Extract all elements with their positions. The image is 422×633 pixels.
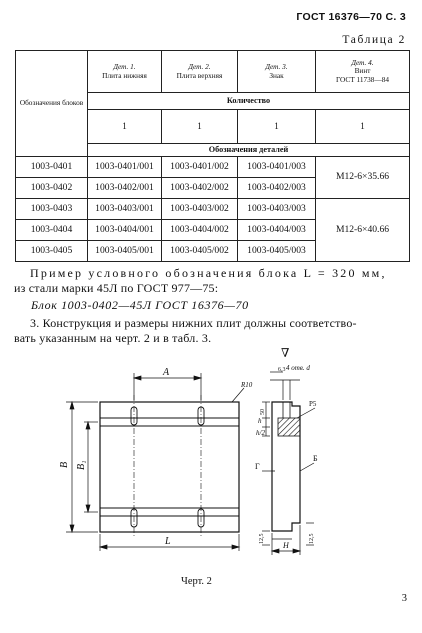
block-cell: 1003-0405	[16, 241, 88, 262]
label-H: H	[283, 541, 289, 550]
part3-cell: 1003-0402/003	[238, 178, 316, 199]
block-cell: 1003-0403	[16, 199, 88, 220]
qty-1: 1	[88, 110, 162, 144]
label-G: Г	[255, 462, 260, 471]
paragraph-3-line-1: 3. Конструкция и размеры нижних плит должны соответство-	[30, 316, 357, 330]
parts-table	[15, 50, 410, 262]
block-cell: 1003-0404	[16, 220, 88, 241]
label-R10: R10	[241, 381, 253, 389]
label-12-5-b: 12,5	[309, 533, 315, 544]
col-part-2: Дет. 2.	[188, 62, 211, 72]
row-header-cell: Обозначения блоков	[16, 51, 88, 157]
part1-cell: 1003-0403/001	[88, 199, 162, 220]
example-line-1: Пример условного обозначения блока L = 320 мм,	[30, 266, 387, 280]
quantity-label: Количество	[88, 93, 410, 110]
part1-cell: 1003-0405/001	[88, 241, 162, 262]
label-L: L	[165, 536, 171, 547]
label-B1: B₁	[76, 460, 87, 470]
part1-cell: 1003-0404/001	[88, 220, 162, 241]
label-h2: h/2	[256, 429, 265, 437]
designation-label: Обозначения деталей	[88, 144, 410, 157]
block-cell: 1003-0402	[16, 178, 88, 199]
paragraph-3-line-2: вать указанным на черт. 2 и в табл. 3.	[14, 331, 212, 345]
qty-2: 1	[162, 110, 238, 144]
col-name-2: Плита верхняя	[176, 70, 223, 80]
part2-cell: 1003-0402/002	[162, 178, 238, 199]
label-4otv: 4 отв. d	[286, 364, 310, 372]
part3-cell: 1003-0401/003	[238, 157, 316, 178]
part3-cell: 1003-0405/003	[238, 241, 316, 262]
screw-cell-1: М12-6×35.66	[316, 157, 410, 199]
part2-cell: 1003-0401/002	[162, 157, 238, 178]
col-name-3: Знак	[269, 70, 284, 80]
col-name-1: Плита нижняя	[102, 70, 147, 80]
col-part-4: Дет. 4.	[351, 58, 374, 68]
label-12-5-a: 12,5	[259, 533, 265, 544]
col-name-4: Винт	[354, 66, 371, 76]
label-Bsec: Б	[313, 454, 318, 463]
table-row	[16, 157, 410, 178]
table-caption: Таблица 2	[342, 34, 406, 46]
surface-finish-symbol: ∇	[281, 346, 290, 360]
part3-cell: 1003-0404/003	[238, 220, 316, 241]
part2-cell: 1003-0405/002	[162, 241, 238, 262]
page-number: 3	[401, 593, 407, 604]
example-line-2: из стали марки 45Л по ГОСТ 977—75:	[14, 281, 219, 295]
screw-cell-2: М12-6×40.66	[316, 199, 410, 262]
label-A: A	[163, 367, 170, 378]
part3-cell: 1003-0403/003	[238, 199, 316, 220]
col-header-1	[88, 51, 162, 93]
col-header-4	[316, 51, 410, 93]
page-header: ГОСТ 16376—70 С. 3	[296, 11, 406, 23]
figure-caption: Черт. 2	[181, 576, 212, 587]
plate-outline	[100, 402, 239, 532]
qty-4: 1	[316, 110, 410, 144]
col-extra-4: ГОСТ 11738—84	[335, 74, 390, 84]
col-part-1: Дет. 1.	[113, 62, 136, 72]
part2-cell: 1003-0403/002	[162, 199, 238, 220]
label-h: h	[258, 417, 262, 425]
qty-3: 1	[238, 110, 316, 144]
table-header-row	[16, 51, 410, 93]
label-B: B	[59, 461, 70, 468]
col-header-2	[162, 51, 238, 93]
col-header-3	[238, 51, 316, 93]
label-6-3: 6,3	[278, 367, 286, 373]
technical-drawing	[0, 345, 422, 577]
example-code: Блок 1003-0402—45Л ГОСТ 16376—70	[31, 298, 249, 312]
col-part-3: Дет. 3.	[265, 62, 288, 72]
label-50: 50	[260, 409, 266, 415]
label-P5: P5	[309, 400, 317, 408]
part2-cell: 1003-0404/002	[162, 220, 238, 241]
part1-cell: 1003-0401/001	[88, 157, 162, 178]
table-row	[16, 199, 410, 220]
part1-cell: 1003-0402/001	[88, 178, 162, 199]
block-cell: 1003-0401	[16, 157, 88, 178]
